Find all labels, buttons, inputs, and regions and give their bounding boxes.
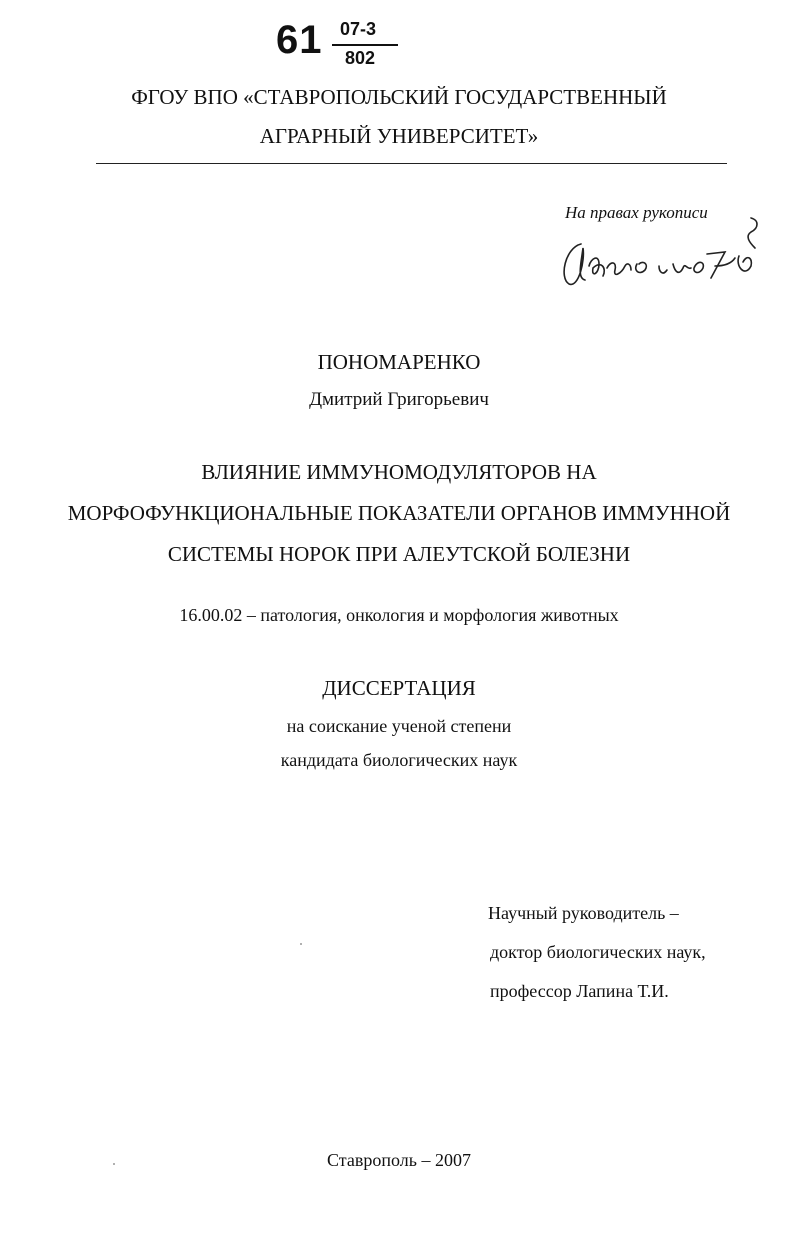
archive-code-fraction-bar [332,44,398,46]
supervisor-line-1: Научный руководитель – [488,903,679,923]
scan-speck [300,943,302,945]
archive-code-main: 61 [276,18,323,62]
archive-code-bottom: 802 [345,48,376,68]
author-given-names: Дмитрий Григорьевич [309,389,489,410]
title-line-2: МОРФОФУНКЦИОНАЛЬНЫЕ ПОКАЗАТЕЛИ ОРГАНОВ ИММУННОЙ [67,501,731,525]
title-line-1: ВЛИЯНИЕ ИММУНОМОДУЛЯТОРОВ НА [201,460,597,484]
title-line-3: СИСТЕМЫ НОРОК ПРИ АЛЕУТСКОЙ БОЛЕЗНИ [167,542,631,566]
document-type: ДИССЕРТАЦИЯ [322,676,476,700]
place-year: Ставрополь – 2007 [327,1150,471,1170]
manuscript-note: На правах рукописи [565,203,708,222]
degree-line-1: на соискание ученой степени [286,716,512,736]
author-surname: ПОНОМАРЕНКО [317,350,481,374]
institution-line-1: ФГОУ ВПО «СТАВРОПОЛЬСКИЙ ГОСУДАРСТВЕННЫЙ [131,85,667,109]
archive-code-top: 07-3 [340,19,377,39]
supervisor-block [488,894,706,1011]
handwritten-signature [555,208,765,298]
specialty: 16.00.02 – патология, онкология и морфология животных [179,605,619,625]
supervisor-line-3: профессор Лапина Т.И. [490,981,669,1001]
header-divider [96,163,727,164]
dissertation-title [0,452,798,575]
institution-line-2: АГРАРНЫЙ УНИВЕРСИТЕТ» [259,124,539,148]
degree-line-2: кандидата биологических наук [280,750,518,770]
supervisor-line-2: доктор биологических наук, [490,942,706,962]
